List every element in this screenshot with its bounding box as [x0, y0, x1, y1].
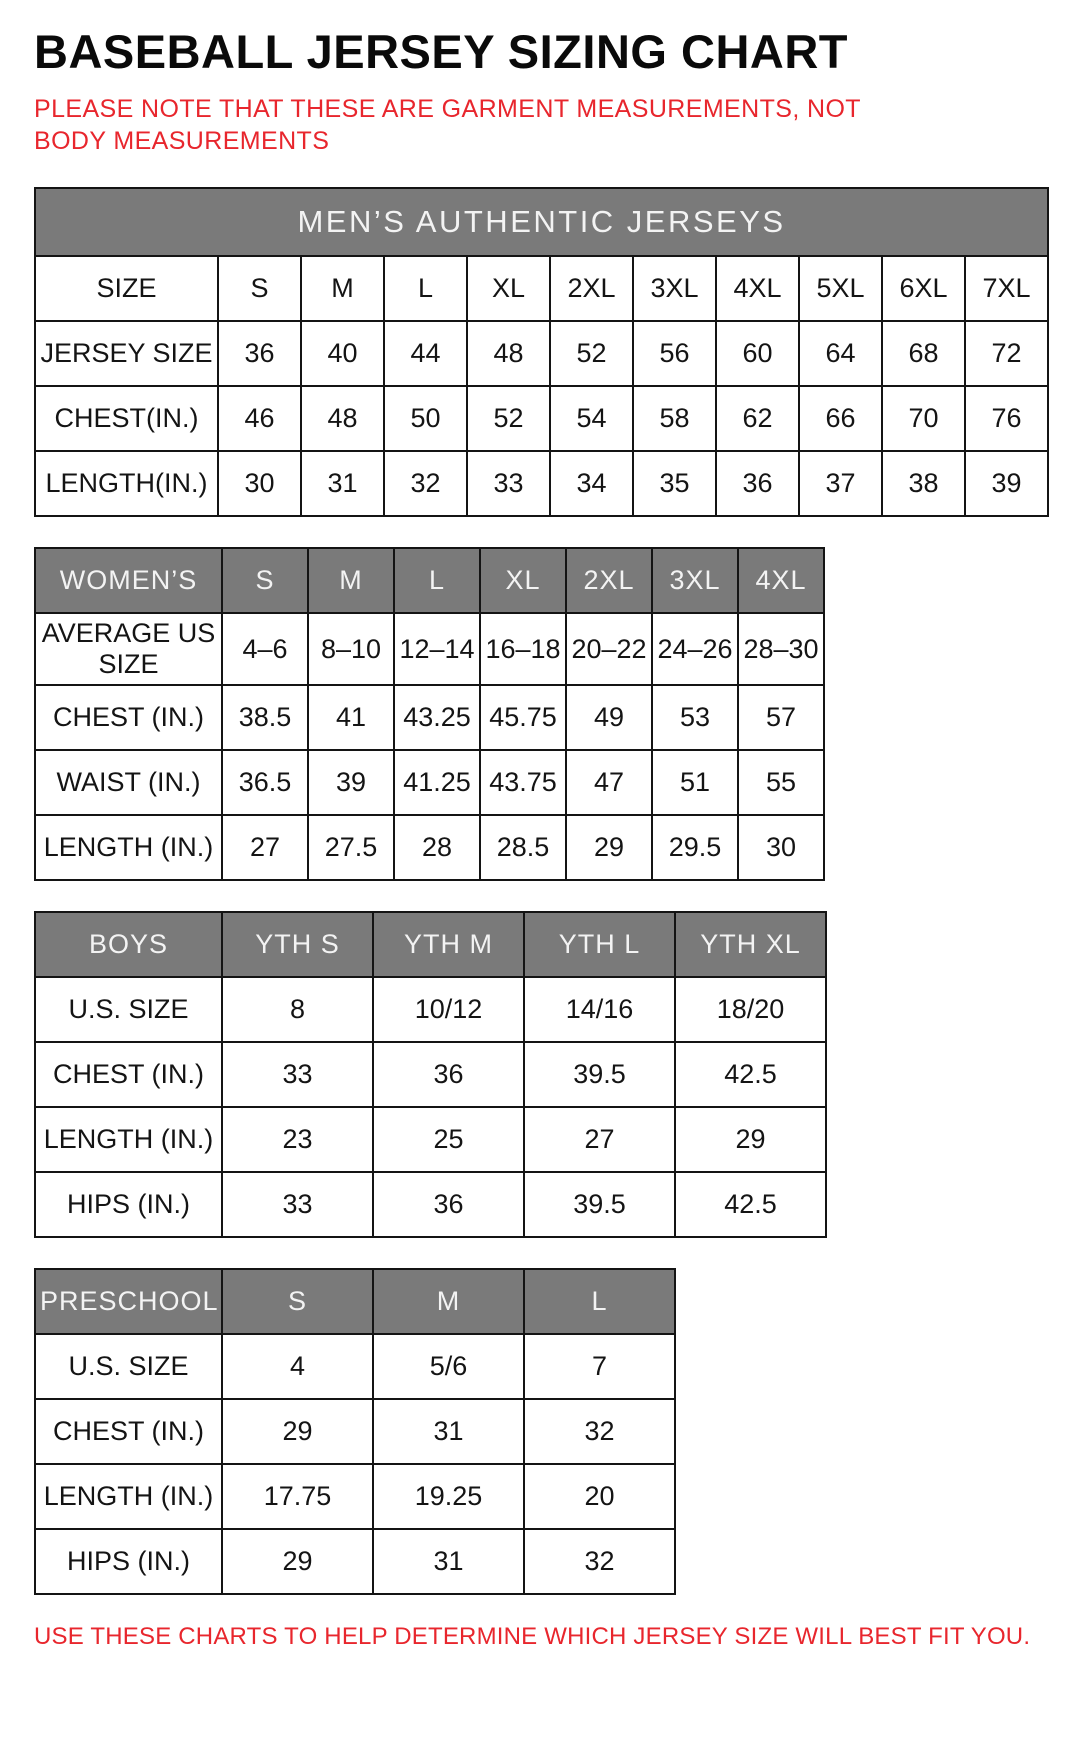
table-row — [35, 1399, 675, 1464]
womens-col-header: M — [308, 548, 394, 613]
boys-sizing-table — [34, 911, 827, 1238]
size-value-cell: 29 — [566, 815, 652, 880]
size-value-cell: 43.75 — [480, 750, 566, 815]
size-value-cell: 18/20 — [675, 977, 826, 1042]
size-value-cell: 4XL — [716, 256, 799, 321]
table-row — [35, 815, 824, 880]
size-value-cell: 41.25 — [394, 750, 480, 815]
size-value-cell: 54 — [550, 386, 633, 451]
size-value-cell: 20 — [524, 1464, 675, 1529]
size-value-cell: 50 — [384, 386, 467, 451]
size-value-cell: 46 — [218, 386, 301, 451]
size-value-cell: 42.5 — [675, 1172, 826, 1237]
size-value-cell: 20–22 — [566, 613, 652, 685]
page-title: BASEBALL JERSEY SIZING CHART — [34, 25, 848, 78]
womens-col-header: 3XL — [652, 548, 738, 613]
size-value-cell: 8 — [222, 977, 373, 1042]
size-value-cell: 16–18 — [480, 613, 566, 685]
size-value-cell: 32 — [384, 451, 467, 516]
row-label: CHEST (IN.) — [35, 685, 222, 750]
size-value-cell: 28.5 — [480, 815, 566, 880]
size-value-cell: 30 — [738, 815, 824, 880]
womens-col-header: 2XL — [566, 548, 652, 613]
size-value-cell: 29.5 — [652, 815, 738, 880]
size-value-cell: 57 — [738, 685, 824, 750]
mens-banner-row — [35, 188, 1048, 256]
size-value-cell: 29 — [222, 1529, 373, 1594]
size-value-cell: 14/16 — [524, 977, 675, 1042]
row-label: LENGTH(IN.) — [35, 451, 218, 516]
womens-col-header: L — [394, 548, 480, 613]
size-value-cell: 2XL — [550, 256, 633, 321]
size-value-cell: 31 — [301, 451, 384, 516]
size-value-cell: 48 — [301, 386, 384, 451]
size-value-cell: M — [301, 256, 384, 321]
size-value-cell: 31 — [373, 1529, 524, 1594]
preschool-table-title: PRESCHOOL — [35, 1269, 222, 1334]
size-value-cell: 58 — [633, 386, 716, 451]
table-row — [35, 1042, 826, 1107]
size-value-cell: 4 — [222, 1334, 373, 1399]
size-value-cell: 52 — [467, 386, 550, 451]
table-row — [35, 685, 824, 750]
size-value-cell: 49 — [566, 685, 652, 750]
size-value-cell: 70 — [882, 386, 965, 451]
size-value-cell: 29 — [222, 1399, 373, 1464]
size-value-cell: 19.25 — [373, 1464, 524, 1529]
size-value-cell: 64 — [799, 321, 882, 386]
size-value-cell: 62 — [716, 386, 799, 451]
size-value-cell: 72 — [965, 321, 1048, 386]
size-value-cell: 27.5 — [308, 815, 394, 880]
size-value-cell: 76 — [965, 386, 1048, 451]
size-value-cell: 29 — [675, 1107, 826, 1172]
row-label: SIZE — [35, 256, 218, 321]
womens-col-header: 4XL — [738, 548, 824, 613]
garment-measurements-note: PLEASE NOTE THAT THESE ARE GARMENT MEASUREMENTS, NOT BODY MEASUREMENTS — [34, 95, 861, 155]
table-row — [35, 1334, 675, 1399]
preschool-sizing-table — [34, 1268, 676, 1595]
boys-col-header: YTH XL — [675, 912, 826, 977]
size-value-cell: 32 — [524, 1399, 675, 1464]
preschool-col-header: S — [222, 1269, 373, 1334]
size-value-cell: 17.75 — [222, 1464, 373, 1529]
size-value-cell: XL — [467, 256, 550, 321]
womens-col-header: S — [222, 548, 308, 613]
table-row — [35, 613, 824, 685]
size-value-cell: 43.25 — [394, 685, 480, 750]
table-row — [35, 451, 1048, 516]
size-value-cell: 41 — [308, 685, 394, 750]
size-value-cell: 27 — [524, 1107, 675, 1172]
mens-table-banner: MEN’S AUTHENTIC JERSEYS — [35, 188, 1048, 256]
boys-header-row — [35, 912, 826, 977]
table-row — [35, 1464, 675, 1529]
row-label: WAIST (IN.) — [35, 750, 222, 815]
size-value-cell: 4–6 — [222, 613, 308, 685]
size-value-cell: 55 — [738, 750, 824, 815]
size-value-cell: 39.5 — [524, 1042, 675, 1107]
size-value-cell: 6XL — [882, 256, 965, 321]
size-value-cell: 36 — [373, 1042, 524, 1107]
table-row — [35, 1107, 826, 1172]
row-label: JERSEY SIZE — [35, 321, 218, 386]
boys-col-header: YTH S — [222, 912, 373, 977]
size-value-cell: 5/6 — [373, 1334, 524, 1399]
size-value-cell: 3XL — [633, 256, 716, 321]
size-value-cell: 24–26 — [652, 613, 738, 685]
row-label: LENGTH (IN.) — [35, 1107, 222, 1172]
size-value-cell: 66 — [799, 386, 882, 451]
row-label: CHEST(IN.) — [35, 386, 218, 451]
size-value-cell: S — [218, 256, 301, 321]
size-value-cell: 48 — [467, 321, 550, 386]
size-value-cell: 5XL — [799, 256, 882, 321]
size-value-cell: 52 — [550, 321, 633, 386]
size-value-cell: 34 — [550, 451, 633, 516]
size-value-cell: 45.75 — [480, 685, 566, 750]
womens-table-title: WOMEN’S — [35, 548, 222, 613]
row-label: LENGTH (IN.) — [35, 815, 222, 880]
size-value-cell: 36 — [218, 321, 301, 386]
size-value-cell: L — [384, 256, 467, 321]
size-value-cell: 38 — [882, 451, 965, 516]
size-value-cell: 60 — [716, 321, 799, 386]
row-label: U.S. SIZE — [35, 1334, 222, 1399]
size-value-cell: 7XL — [965, 256, 1048, 321]
size-value-cell: 42.5 — [675, 1042, 826, 1107]
boys-col-header: YTH L — [524, 912, 675, 977]
size-value-cell: 36 — [716, 451, 799, 516]
size-value-cell: 27 — [222, 815, 308, 880]
row-label: CHEST (IN.) — [35, 1399, 222, 1464]
table-row — [35, 750, 824, 815]
table-row — [35, 977, 826, 1042]
womens-header-row — [35, 548, 824, 613]
table-row — [35, 1529, 675, 1594]
table-row — [35, 386, 1048, 451]
mens-sizing-table — [34, 187, 1049, 517]
row-label: CHEST (IN.) — [35, 1042, 222, 1107]
size-value-cell: 56 — [633, 321, 716, 386]
row-label: HIPS (IN.) — [35, 1172, 222, 1237]
size-value-cell: 44 — [384, 321, 467, 386]
size-value-cell: 47 — [566, 750, 652, 815]
size-value-cell: 12–14 — [394, 613, 480, 685]
size-value-cell: 25 — [373, 1107, 524, 1172]
size-value-cell: 7 — [524, 1334, 675, 1399]
boys-col-header: YTH M — [373, 912, 524, 977]
preschool-col-header: M — [373, 1269, 524, 1334]
size-value-cell: 33 — [222, 1172, 373, 1237]
size-value-cell: 36 — [373, 1172, 524, 1237]
size-value-cell: 23 — [222, 1107, 373, 1172]
womens-col-header: XL — [480, 548, 566, 613]
womens-sizing-table — [34, 547, 825, 881]
size-value-cell: 32 — [524, 1529, 675, 1594]
size-value-cell: 39 — [308, 750, 394, 815]
size-value-cell: 30 — [218, 451, 301, 516]
row-label: U.S. SIZE — [35, 977, 222, 1042]
row-label: HIPS (IN.) — [35, 1529, 222, 1594]
preschool-header-row — [35, 1269, 675, 1334]
size-value-cell: 28 — [394, 815, 480, 880]
size-value-cell: 38.5 — [222, 685, 308, 750]
table-row — [35, 321, 1048, 386]
row-label: LENGTH (IN.) — [35, 1464, 222, 1529]
size-value-cell: 51 — [652, 750, 738, 815]
size-value-cell: 53 — [652, 685, 738, 750]
size-value-cell: 31 — [373, 1399, 524, 1464]
footer-note: USE THESE CHARTS TO HELP DETERMINE WHICH JERSEY SIZE WILL BEST FIT YOU. — [34, 1623, 1031, 1650]
size-value-cell: 68 — [882, 321, 965, 386]
preschool-col-header: L — [524, 1269, 675, 1334]
size-value-cell: 39 — [965, 451, 1048, 516]
size-value-cell: 10/12 — [373, 977, 524, 1042]
size-value-cell: 40 — [301, 321, 384, 386]
size-value-cell: 28–30 — [738, 613, 824, 685]
size-value-cell: 37 — [799, 451, 882, 516]
table-row — [35, 1172, 826, 1237]
size-value-cell: 33 — [467, 451, 550, 516]
row-label: AVERAGE US SIZE — [35, 613, 222, 685]
table-row — [35, 256, 1048, 321]
boys-table-title: BOYS — [35, 912, 222, 977]
size-value-cell: 35 — [633, 451, 716, 516]
size-value-cell: 39.5 — [524, 1172, 675, 1237]
tables-container — [34, 187, 1045, 1595]
size-value-cell: 33 — [222, 1042, 373, 1107]
size-value-cell: 8–10 — [308, 613, 394, 685]
size-value-cell: 36.5 — [222, 750, 308, 815]
